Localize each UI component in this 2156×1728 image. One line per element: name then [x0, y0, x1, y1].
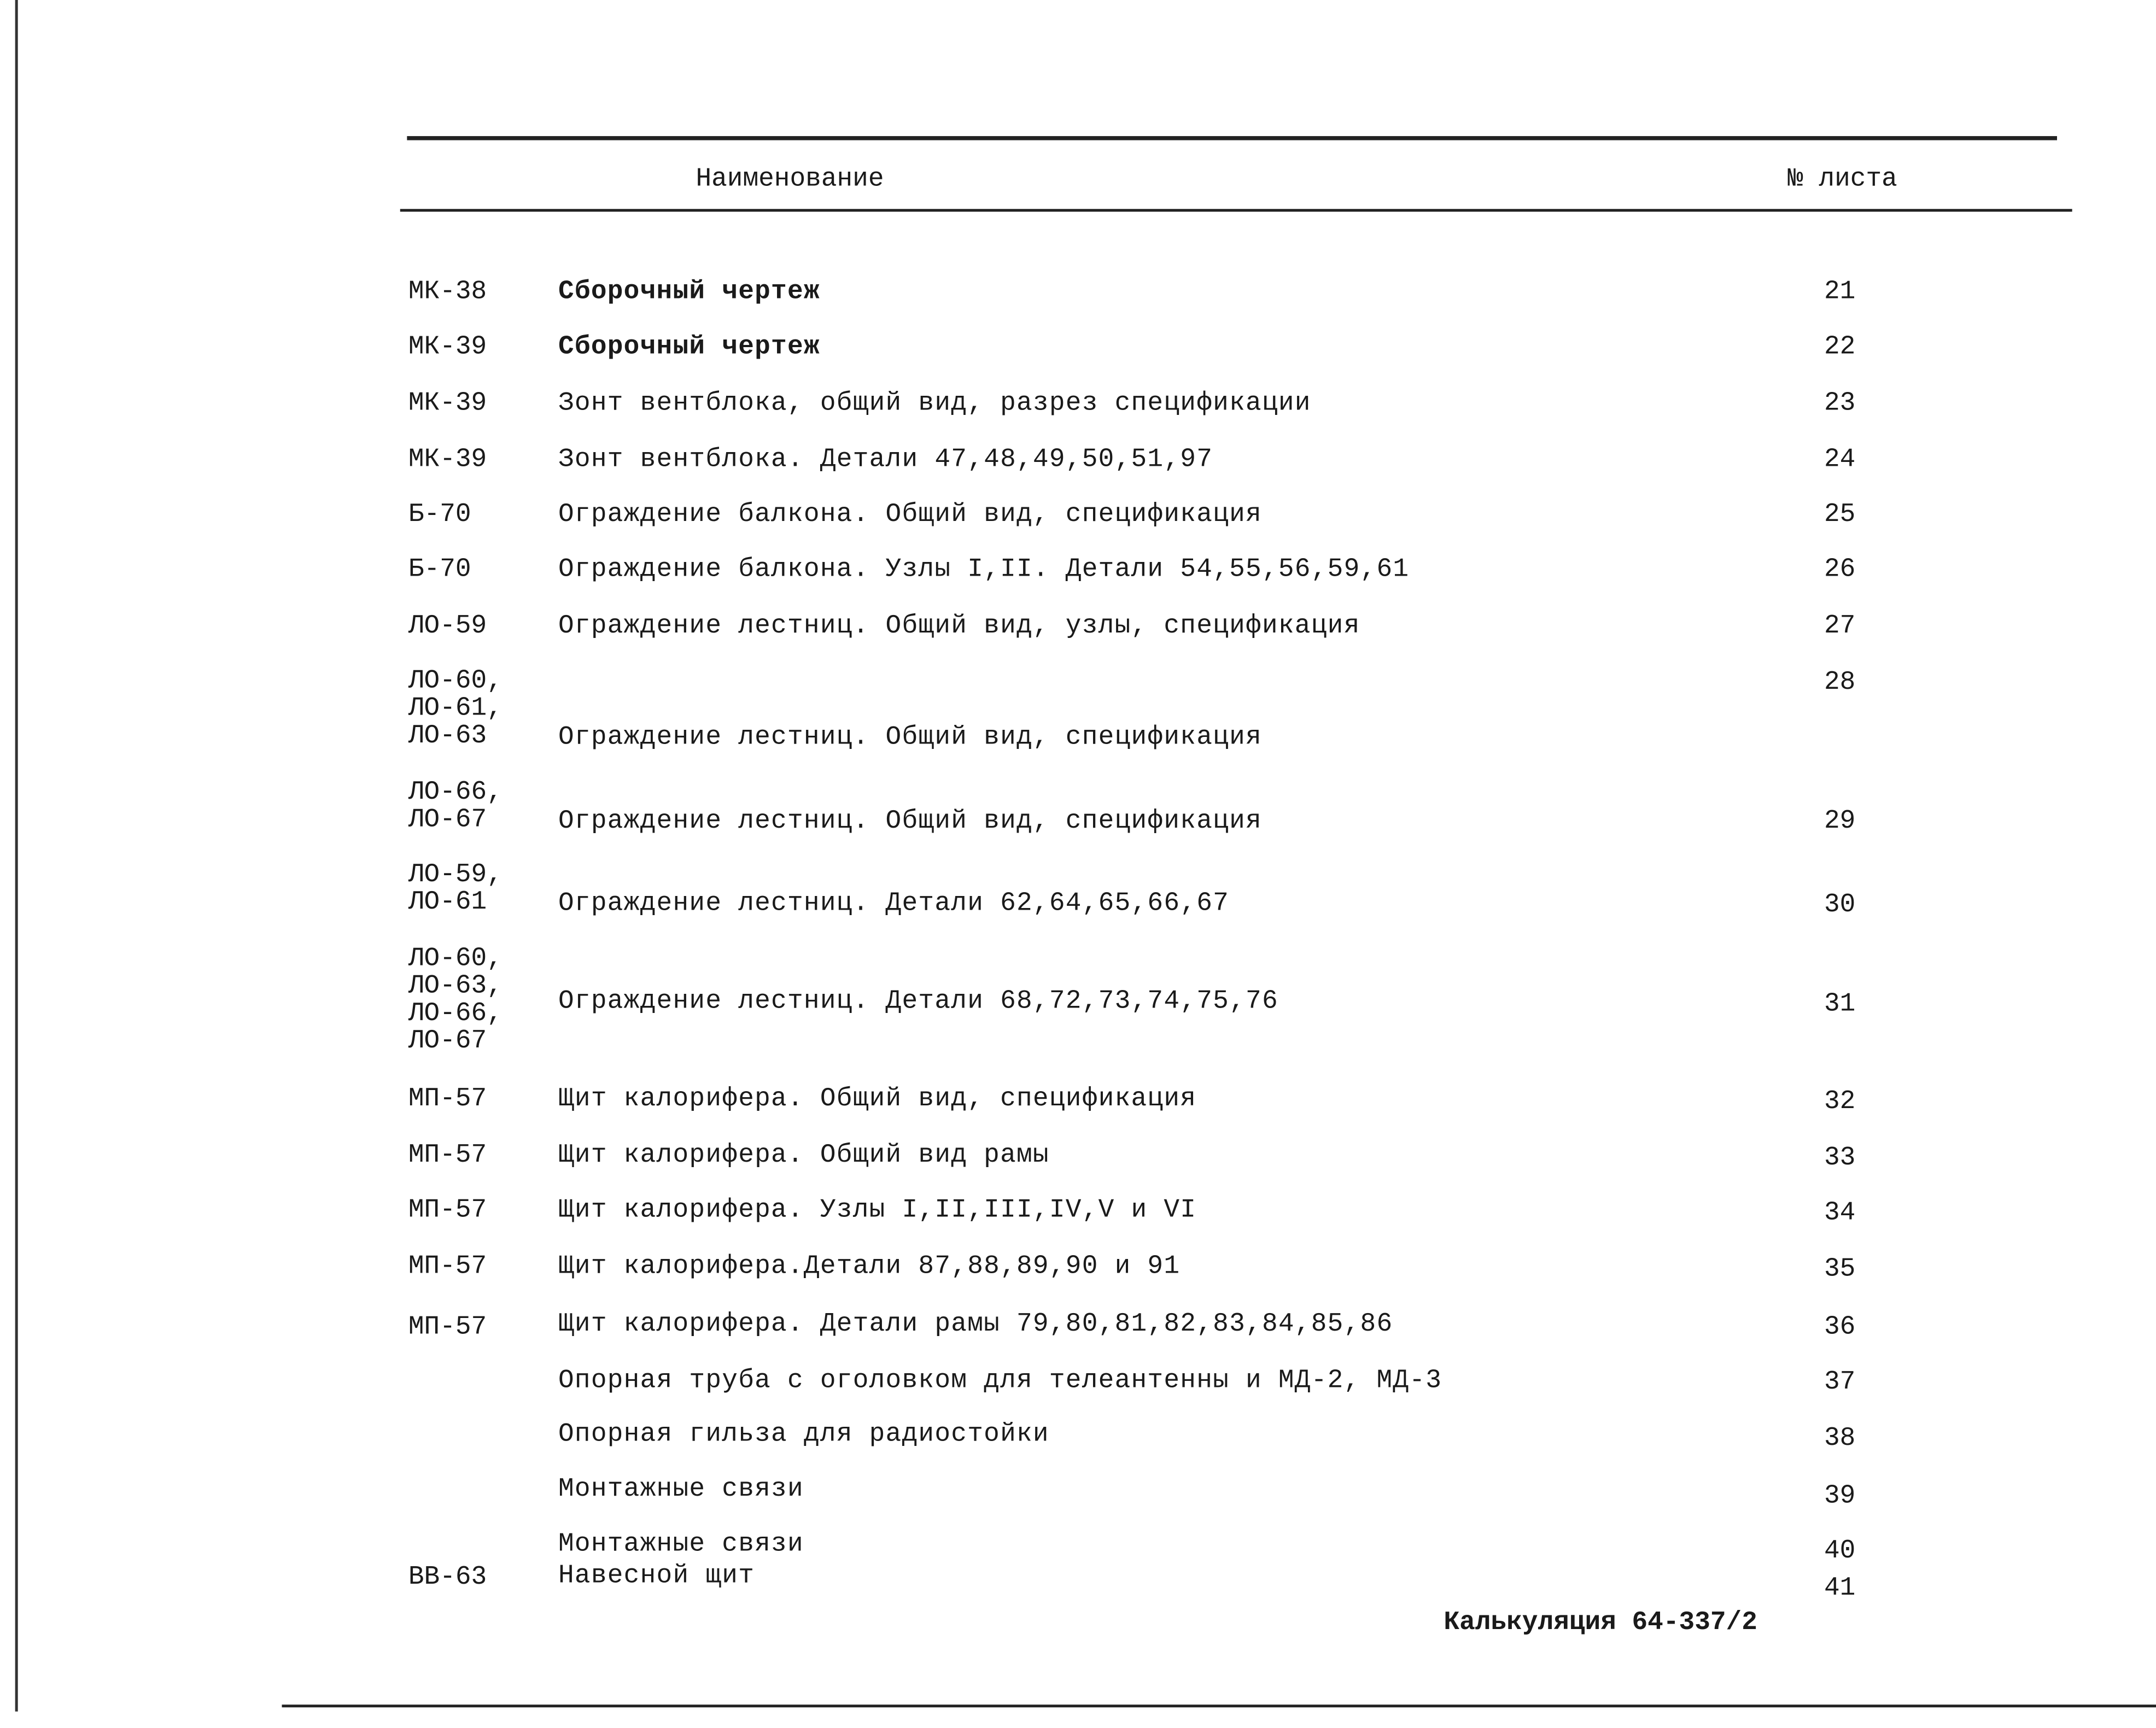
row-code: ЛО-63, — [408, 970, 503, 1001]
row-sheet-number: 22 — [1824, 331, 1856, 362]
row-title: Ограждение лестниц. Детали 68,72,73,74,75,76 — [558, 986, 1278, 1016]
row-title: Сборочный чертеж — [558, 331, 820, 362]
bottom-border-line — [282, 1704, 2156, 1707]
row-sheet-number: 33 — [1824, 1142, 1856, 1173]
row-sheet-number: 39 — [1824, 1480, 1856, 1511]
row-code: МК-39 — [408, 444, 487, 475]
row-sheet-number: 21 — [1824, 276, 1856, 307]
row-sheet-number: 31 — [1824, 988, 1856, 1019]
row-title: Ограждение лестниц. Общий вид, спецификация — [558, 805, 1262, 836]
row-sheet-number: 36 — [1824, 1311, 1856, 1342]
row-code: ЛО-59, — [408, 859, 503, 890]
row-sheet-number: 27 — [1824, 610, 1856, 641]
column-header-sheet: № листа — [1787, 163, 1897, 194]
row-title: Ограждение лестниц. Общий вид, узлы, спецификация — [558, 610, 1360, 641]
row-title: Монтажные связи — [558, 1528, 804, 1559]
row-sheet-number: 30 — [1824, 889, 1856, 920]
row-sheet-number: 23 — [1824, 388, 1856, 418]
row-sheet-number: 38 — [1824, 1422, 1856, 1454]
row-title: Ограждение лестниц. Общий вид, спецификация — [558, 722, 1262, 752]
row-code: Б-70 — [408, 499, 471, 530]
row-code: МП-57 — [408, 1251, 487, 1281]
row-title: Щит калорифера.Детали 87,88,89,90 и 91 — [558, 1251, 1181, 1281]
row-code: ЛО-60, — [408, 665, 503, 696]
row-code: ЛО-61 — [408, 886, 487, 917]
row-code: ЛО-59 — [408, 610, 487, 641]
row-sheet-number: 34 — [1824, 1197, 1856, 1228]
row-title: Зонт вентблока, общий вид, разрез спецификации — [558, 388, 1311, 418]
row-code: ЛО-67 — [408, 1025, 487, 1056]
row-code: МК-39 — [408, 331, 487, 362]
left-border-line — [15, 0, 18, 1712]
row-sheet-number: 32 — [1824, 1086, 1856, 1116]
row-title: Щит калорифера. Общий вид, спецификация — [558, 1083, 1197, 1114]
row-code: МП-57 — [408, 1083, 487, 1114]
row-sheet-number: 25 — [1824, 499, 1856, 530]
row-code: МП-57 — [408, 1139, 487, 1170]
row-sheet-number: 41 — [1824, 1572, 1856, 1603]
row-title: Опорная гильза для радиостойки — [558, 1419, 1049, 1449]
row-title: Ограждение лестниц. Детали 62,64,65,66,67 — [558, 888, 1230, 918]
row-sheet-number: 29 — [1824, 805, 1856, 836]
row-code: Б-70 — [408, 554, 471, 584]
row-title: Монтажные связи — [558, 1473, 804, 1504]
row-code: ЛО-66, — [408, 776, 503, 807]
row-title: Сборочный чертеж — [558, 276, 820, 307]
row-sheet-number: 28 — [1824, 666, 1856, 697]
row-code: ЛО-61, — [408, 693, 503, 723]
row-code: МП-57 — [408, 1311, 487, 1342]
row-code: ЛО-63 — [408, 720, 487, 751]
calculation-reference: Калькуляция 64-337/2 — [1444, 1607, 1757, 1638]
row-code: ЛО-66, — [408, 998, 503, 1028]
row-title: Ограждение балкона. Общий вид, спецификация — [558, 499, 1262, 530]
row-title: Зонт вентблока. Детали 47,48,49,50,51,97 — [558, 444, 1213, 475]
row-title: Щит калорифера. Узлы I,II,III,IV,V и VI — [558, 1194, 1197, 1225]
row-code: ЛО-67 — [408, 804, 487, 835]
column-header-name: Наименование — [696, 163, 884, 194]
row-title: Ограждение балкона. Узлы I,II. Детали 54,55,56,59,61 — [558, 554, 1410, 584]
row-title: Щит калорифера. Общий вид рамы — [558, 1139, 1049, 1170]
row-sheet-number: 26 — [1824, 554, 1856, 584]
row-code: МК-39 — [408, 388, 487, 418]
row-title: Щит калорифера. Детали рамы 79,80,81,82,83,84,85,86 — [558, 1308, 1393, 1339]
row-title: Навесной щит — [558, 1560, 755, 1591]
row-code: ВВ-63 — [408, 1561, 487, 1592]
row-sheet-number: 37 — [1824, 1366, 1856, 1397]
row-title: Опорная труба с оголовком для телеантенны и МД-2, МД-3 — [558, 1365, 1442, 1396]
row-code: МК-38 — [408, 276, 487, 307]
row-sheet-number: 35 — [1824, 1253, 1856, 1284]
table-header-rule — [400, 209, 2072, 212]
row-code: МП-57 — [408, 1194, 487, 1225]
row-sheet-number: 40 — [1824, 1535, 1856, 1566]
row-code: ЛО-60, — [408, 943, 503, 974]
row-sheet-number: 24 — [1824, 444, 1856, 475]
table-top-rule — [407, 136, 2057, 140]
